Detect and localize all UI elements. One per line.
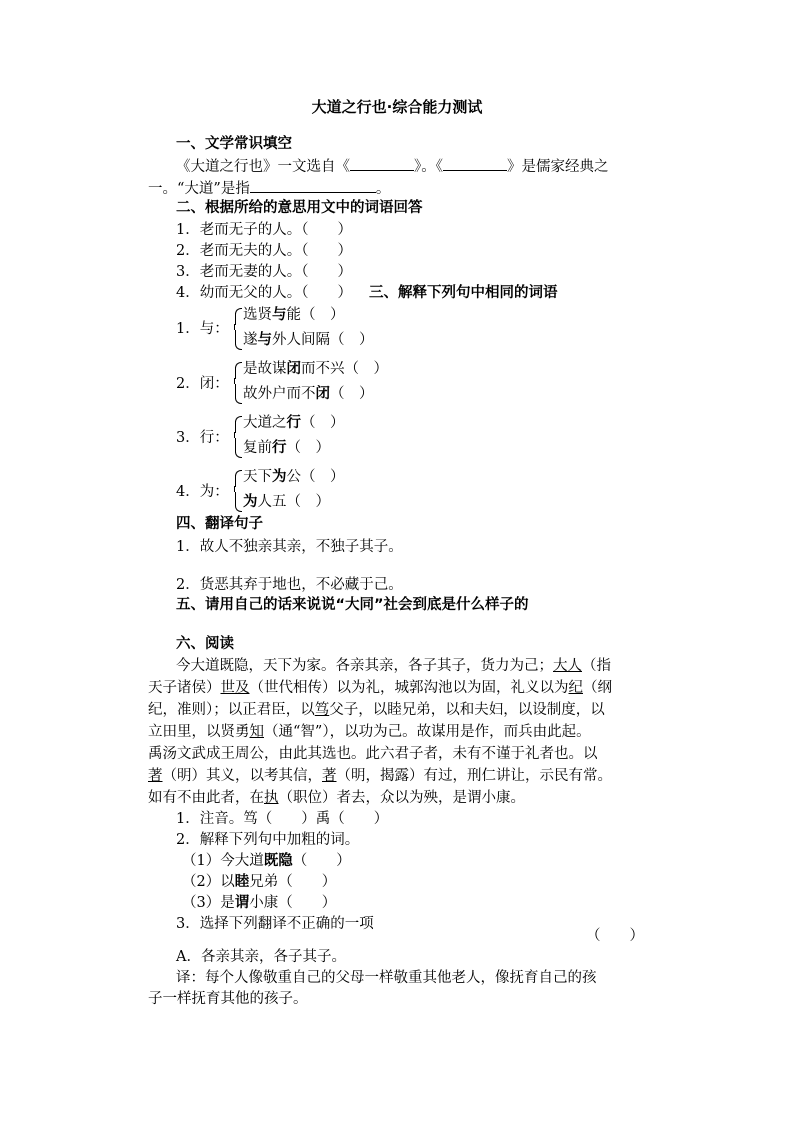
question-1: 1．注音。笃（ ）禹（ ）: [176, 811, 389, 827]
s3-label-3: 3．行：: [176, 430, 229, 446]
brace-2-bot: [235, 397, 242, 404]
s1-line1-b: 》。《: [414, 159, 443, 175]
passage-line-2: [148, 678, 612, 698]
text: （ ）: [301, 415, 345, 431]
passage-line-4: [148, 722, 591, 742]
bold-word: 闭: [315, 386, 330, 402]
blank-1[interactable]: [350, 156, 414, 171]
text: （1）今大道: [182, 853, 264, 869]
text: （2）以: [182, 874, 235, 890]
underlined-word: 著: [148, 768, 163, 784]
text: 故外户而不: [243, 386, 316, 402]
s3-label-1: 1．与：: [176, 321, 229, 337]
underlined-word: 大人: [553, 658, 582, 674]
bold-word: 睦: [234, 874, 250, 890]
s3-label-2: 2．闭：: [176, 376, 229, 392]
page-title: 大道之行也·综合能力测试: [311, 98, 483, 116]
brace-1-upper: [235, 313, 243, 325]
question-3-answer-paren[interactable]: （ ）: [586, 928, 644, 944]
passage-line-3: [148, 700, 605, 720]
passage-line-6: [148, 766, 612, 786]
option-a-translation-2: 子一样抚育其他的孩子。: [148, 991, 308, 1007]
text: （世代相传）以为礼，城郭沟池以为固，礼义以为: [249, 680, 569, 696]
text: 立田里，以贤勇: [148, 724, 250, 740]
text: 今大道既隐，天下为家。各亲其亲，各子其子，货力为己；: [176, 658, 553, 674]
brace-4-bot: [235, 505, 242, 512]
text: 外人间隔（ ）: [272, 332, 374, 348]
s3-g3-line-b: [243, 438, 330, 458]
s3-g4-line-b: [243, 492, 330, 512]
s3-g1-line-a: [243, 305, 345, 325]
text: （3）是: [182, 895, 235, 911]
brace-1-bot: [235, 343, 242, 350]
bold-word: 闭: [286, 361, 301, 377]
underlined-word: 著: [322, 768, 337, 784]
text: 能（ ）: [286, 307, 345, 323]
question-2-2: [182, 872, 336, 892]
text: 如有不由此者，在: [148, 790, 264, 806]
s4-item-1: 1．故人不独亲其亲，不独子其子。: [176, 539, 403, 555]
brace-2-lower: [235, 384, 243, 398]
s2-item-2: 2．老而无夫的人。（ ）: [176, 243, 352, 259]
brace-3-bot: [235, 451, 242, 458]
bold-word: 为: [243, 494, 258, 510]
s2-item-1: 1．老而无子的人。（ ）: [176, 222, 352, 238]
question-2-3: [182, 893, 336, 913]
s1-line-1: [176, 156, 609, 177]
s1-line2-b: 。: [375, 181, 391, 197]
s1-line2-a: 一。“大道”是指: [148, 181, 250, 197]
text: 父子，以睦兄弟，以和夫妇，以设制度，以: [329, 702, 605, 718]
s3-g2-line-b: [243, 384, 374, 404]
brace-2-upper: [235, 367, 243, 379]
s1-line1-a: 《大道之行也》一文选自《: [176, 159, 350, 175]
text: 选贤: [243, 307, 272, 323]
section-1-heading: 一、文学常识填空: [176, 136, 292, 152]
section-6-heading: 六、阅读: [176, 636, 234, 652]
option-a-translation-1: 译：每个人像敬重自己的父母一样敬重其他老人，像抚育自己的孩: [176, 970, 597, 986]
text: 而不兴（ ）: [301, 361, 388, 377]
text: 大道之: [243, 415, 287, 431]
s3-g2-line-a: [243, 359, 388, 379]
underlined-word: 纪: [568, 680, 583, 696]
bold-word: 与: [272, 307, 287, 323]
s4-item-2: 2．货恶其弃于地也，不必藏于己。: [176, 577, 403, 593]
brace-4-lower: [235, 492, 243, 506]
question-2-1: [182, 851, 351, 871]
underlined-word: 笃: [314, 702, 330, 718]
section-5-heading: 五、请用自己的话来说说“大同”社会到底是什么样子的: [176, 597, 529, 613]
s3-label-4: 4．为：: [176, 484, 229, 500]
underlined-word: 世及: [220, 680, 250, 696]
s2-item-3: 3．老而无妻的人。（ ）: [176, 264, 352, 280]
bold-word: 行: [272, 440, 287, 456]
bold-word: 与: [257, 332, 272, 348]
underlined-word: 执: [264, 790, 279, 806]
text: 纪，准则）；以正君臣，以: [148, 702, 315, 718]
text: （职位）者去，众以为殃，是谓小康。: [278, 790, 525, 806]
text: 复前: [243, 440, 272, 456]
text: 是故谋: [243, 361, 287, 377]
s3-g1-line-b: [243, 330, 374, 350]
bold-word: 为: [272, 469, 287, 485]
question-2: 2．解释下列句中加粗的词。: [176, 832, 360, 848]
text: 兄弟（ ）: [249, 874, 337, 890]
blank-2[interactable]: [443, 156, 507, 171]
text: 天子诸侯）: [148, 680, 221, 696]
s1-line-2: [148, 178, 390, 199]
text: （明，揭露）有过，刑仁讲让，示民有常。: [336, 768, 612, 784]
section-4-heading: 四、翻译句子: [176, 516, 263, 532]
text: （ ）: [330, 386, 374, 402]
s3-g3-line-a: [243, 413, 345, 433]
text: 人五（ ）: [257, 494, 330, 510]
text: 天下: [243, 469, 272, 485]
text: （ ）: [286, 440, 330, 456]
text: （纲: [583, 680, 612, 696]
underlined-word: 知: [249, 724, 264, 740]
bold-word: 行: [286, 415, 301, 431]
passage-line-7: [148, 788, 525, 808]
text: 遂: [243, 332, 258, 348]
s2-item-4: 4．幼而无父的人。（ ）: [176, 285, 352, 301]
text: （明）其义，以考其信，: [162, 768, 322, 784]
brace-4-upper: [235, 475, 243, 487]
brace-1-lower: [235, 330, 243, 344]
bold-word: 谓: [234, 895, 250, 911]
brace-3-upper: [235, 421, 243, 433]
s3-g4-line-a: [243, 467, 345, 487]
text: 公（ ）: [286, 469, 345, 485]
section-2-heading: 二、根据所给的意思用文中的词语回答: [176, 200, 423, 216]
passage-line-1: [176, 656, 611, 676]
blank-3[interactable]: [250, 178, 376, 193]
passage-line-5: 禹汤文武成王周公，由此其选也。此六君子者，未有不谨于礼者也。以: [148, 746, 598, 762]
brace-3-lower: [235, 438, 243, 452]
text: （通“智”），以功为己。故谋用是作，而兵由此起。: [264, 724, 591, 740]
text: （指: [582, 658, 611, 674]
text: 小康（ ）: [249, 895, 337, 911]
section-3-heading: 三、解释下列句中相同的词语: [369, 285, 558, 301]
option-a: A．各亲其亲，各子其子。: [176, 949, 346, 965]
question-3: 3．选择下列翻译不正确的一项: [176, 916, 374, 932]
bold-word: 既隐: [263, 853, 293, 869]
s1-line1-c: 》是儒家经典之: [507, 159, 609, 175]
text: （ ）: [292, 853, 351, 869]
